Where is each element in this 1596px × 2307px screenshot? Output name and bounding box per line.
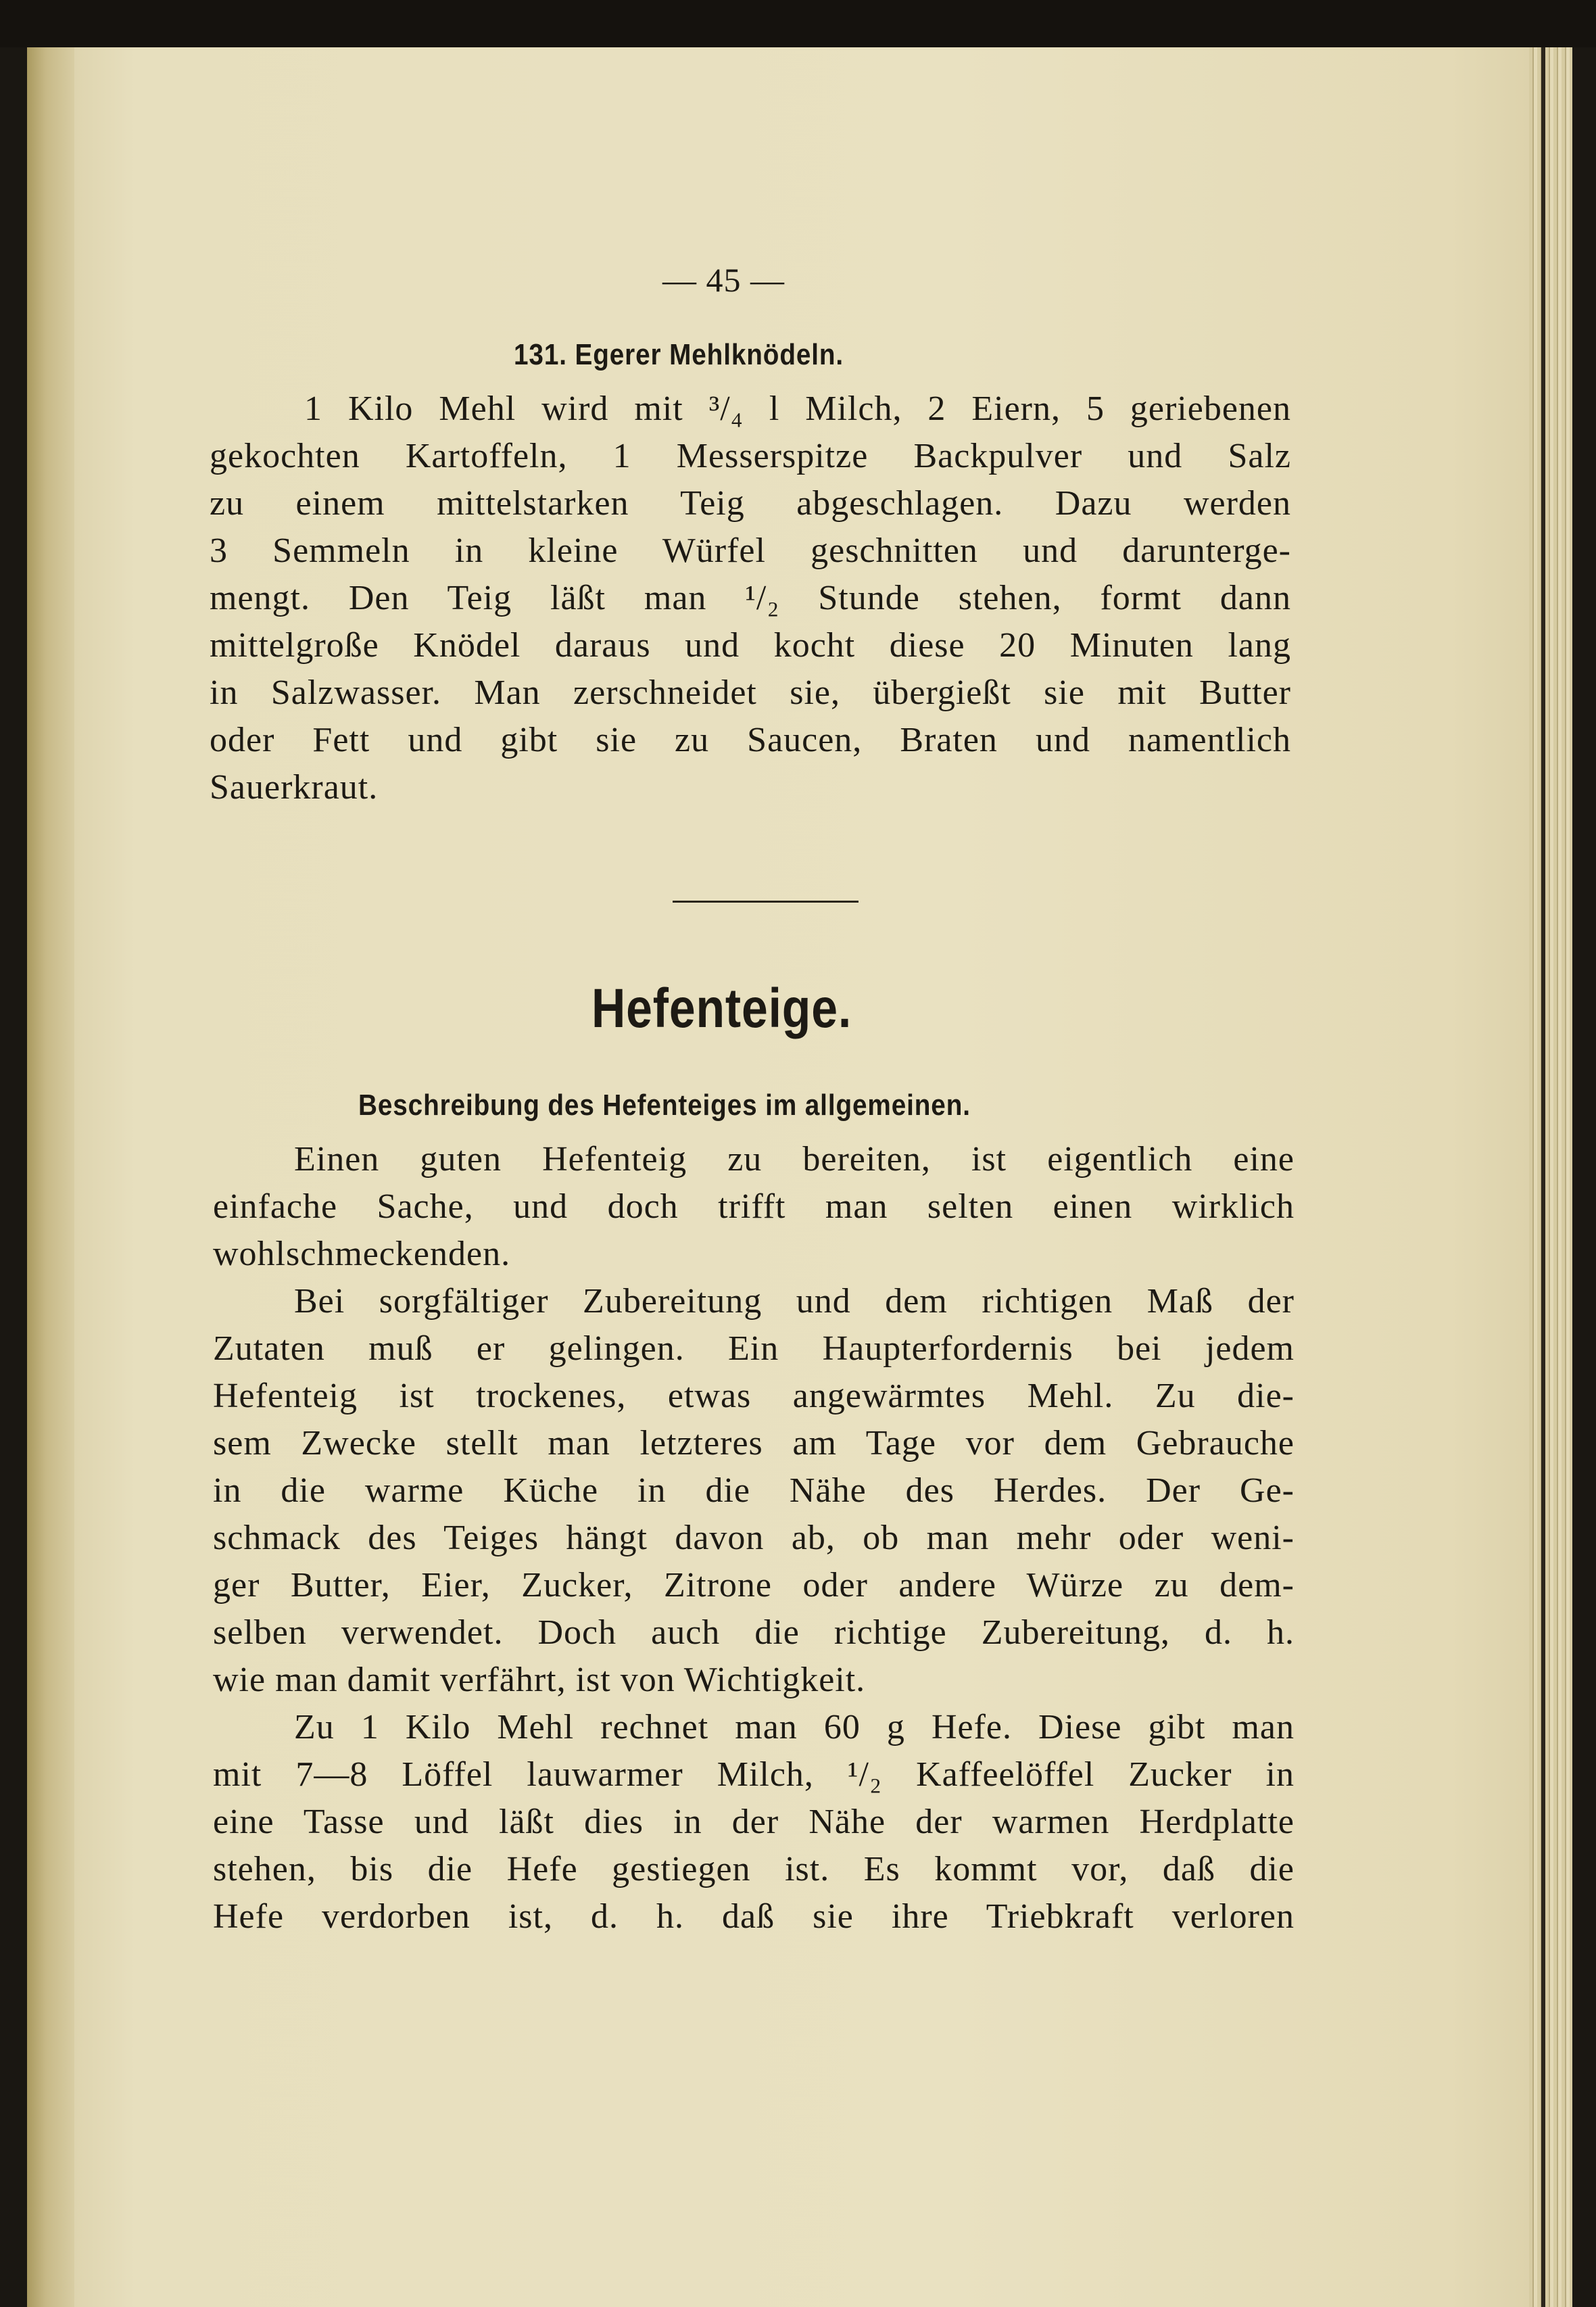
section-line: einfache Sache, und doch trifft man selten einen wirklich bbox=[213, 1187, 1295, 1226]
recipe-line: 1 Kilo Mehl wird mit ³/₄ l Milch, 2 Eiern, 5 geriebenen bbox=[304, 389, 1291, 428]
section-line: Zutaten muß er gelingen. Ein Haupterfordernis bei jedem bbox=[213, 1329, 1295, 1368]
section-line: Hefe verdorben ist, d. h. daß sie ihre Triebkraft verloren bbox=[213, 1897, 1295, 1936]
section-line: wie man damit verfährt, ist von Wichtigkeit. bbox=[213, 1661, 866, 1699]
section-line: wohlschmeckenden. bbox=[213, 1235, 511, 1273]
recipe-line: oder Fett und gibt sie zu Saucen, Braten und namentlich bbox=[210, 721, 1291, 759]
section-body bbox=[213, 1139, 1295, 1978]
recipe-line: 3 Semmeln in kleine Würfel geschnitten und darunterge- bbox=[210, 531, 1291, 570]
recipe-line: Sauerkraut. bbox=[210, 768, 379, 807]
recipe-line: mittelgroße Knödel daraus und kocht diese 20 Minuten lang bbox=[210, 626, 1291, 665]
section-divider bbox=[673, 901, 859, 903]
page-number: — 45 — bbox=[662, 261, 785, 299]
recipe-line: in Salzwasser. Man zerschneidet sie, übergießt sie mit Butter bbox=[210, 673, 1291, 712]
recipe-line: mengt. Den Teig läßt man ¹/₂ Stunde stehen, formt dann bbox=[210, 579, 1291, 617]
section-line: stehen, bis die Hefe gestiegen ist. Es kommt vor, daß die bbox=[213, 1850, 1295, 1888]
section-line: schmack des Teiges hängt davon ab, ob man mehr oder weni- bbox=[213, 1519, 1295, 1557]
section-line: selben verwendet. Doch auch die richtige Zubereitung, d. h. bbox=[213, 1613, 1295, 1652]
recipe-body bbox=[210, 389, 1291, 835]
page-gutter bbox=[27, 47, 74, 2307]
recipe-line: zu einem mittelstarken Teig abgeschlagen. Dazu werden bbox=[210, 484, 1291, 523]
section-line: Zu 1 Kilo Mehl rechnet man 60 g Hefe. Diese gibt man bbox=[294, 1708, 1295, 1746]
section-line: mit 7—8 Löffel lauwarmer Milch, ¹/₂ Kaffeelöffel Zucker in bbox=[213, 1755, 1295, 1794]
section-line: in die warme Küche in die Nähe des Herdes. Der Ge- bbox=[213, 1471, 1295, 1510]
page-edges bbox=[1529, 47, 1572, 2307]
book-page bbox=[27, 47, 1572, 2307]
page-edge-line bbox=[1541, 47, 1545, 2307]
recipe-line: gekochten Kartoffeln, 1 Messerspitze Backpulver und Salz bbox=[210, 437, 1291, 475]
section-line: sem Zwecke stellt man letzteres am Tage vor dem Gebrauche bbox=[213, 1424, 1295, 1462]
recipe-title: 131. Egerer Mehlknödeln. bbox=[514, 338, 844, 371]
section-title: Hefenteige. bbox=[591, 978, 852, 1039]
section-line: Einen guten Hefenteig zu bereiten, ist eigentlich eine bbox=[294, 1140, 1295, 1179]
section-line: eine Tasse und läßt dies in der Nähe der warmen Herdplatte bbox=[213, 1803, 1295, 1841]
section-line: Bei sorgfältiger Zubereitung und dem richtigen Maß der bbox=[294, 1282, 1295, 1321]
section-line: ger Butter, Eier, Zucker, Zitrone oder andere Würze zu dem- bbox=[213, 1566, 1295, 1604]
section-line: Hefenteig ist trockenes, etwas angewärmtes Mehl. Zu die- bbox=[213, 1377, 1295, 1415]
section-subtitle: Beschreibung des Hefenteiges im allgemeinen. bbox=[358, 1089, 971, 1122]
scan-background bbox=[0, 0, 1596, 47]
